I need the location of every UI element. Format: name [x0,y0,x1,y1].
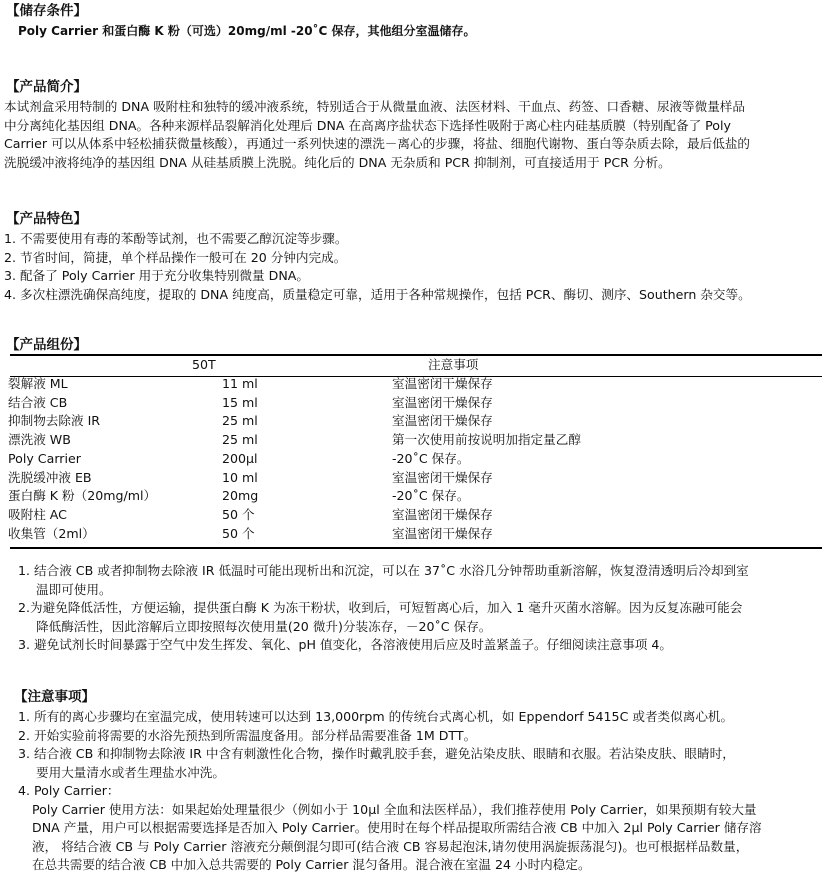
caution-item: 液， 将结合液 CB 与 Poly Carrier 溶液充分颠倒混匀即可(结合液 CB 容易起泡沫,请勿使用涡旋振荡混匀)。也可根据样品数量， [32,838,749,854]
component-name: 漂洗液 WB [8,432,71,448]
caution-item: 4. Poly Carrier： [18,783,120,798]
feature-item: 3. 配备了 Poly Carrier 用于充分收集特别微量 DNA。 [4,268,309,283]
storage-note: 降低酶活性，因此溶解后立即按照每次使用量(20 微升)分装冻存，－20˚C 保存。 [36,618,492,634]
component-note: 室温密闭干燥保存 [392,525,493,541]
table-bottom-rule [10,547,822,549]
features-list [4,230,826,304]
component-amount: 200μl [222,450,258,466]
cautions-list [18,708,826,875]
component-amount: 20mg [222,488,259,504]
components-notes-list [18,562,826,655]
intro-line: 本试剂盒采用特制的 DNA 吸附柱和独特的缓冲液系统，特别适合于从微量血液、法医材料、干血点、药签、口香糖、尿液等微量样品 [4,99,745,114]
components-amounts [222,375,258,543]
caution-item: DNA 产量，用户可以根据需要选择是否加入 Poly Carrier。使用时在每个样品提取所需结合液 CB 中加入 2μl Poly Carrier 储存溶 [32,820,762,835]
component-note: 室温密闭干燥保存 [392,506,493,522]
component-amount: 50 个 [222,525,255,541]
components-notes [392,375,581,543]
component-note: 室温密闭干燥保存 [392,413,493,429]
storage-content: Poly Carrier 和蛋白酶 K 粉（可选）20mg/ml -20˚C 保存，其他组分室温储存。 [18,24,476,38]
feature-item: 4. 多次柱漂洗确保高纯度，提取的 DNA 纯度高，质量稳定可靠，适用于各种常规操作，包括 PCR、酶切、测序、Southern 杂交等。 [4,286,751,302]
component-name: 抑制物去除液 IR [8,413,101,429]
component-note: 室温密闭干燥保存 [392,376,493,391]
component-name: 裂解液 ML [8,376,68,391]
component-amount: 15 ml [222,394,258,410]
caution-item: 1. 所有的离心步骤均在室温完成，使用转速可以达到 13,000rpm 的传统台式离心机，如 Eppendorf 5415C 或者类似离心机。 [18,709,734,724]
storage-note: 温即可使用。 [36,581,112,597]
component-name: 吸附柱 AC [8,506,67,522]
caution-item: 3. 结合液 CB 和抑制物去除液 IR 中含有刺激性化合物，操作时戴乳胶手套，避免沾染皮肤、眼睛和衣服。若沾染皮肤、眼睛时， [18,746,735,761]
components-names [8,375,156,543]
intro-line: 洗脱缓冲液将纯净的基因组 DNA 从硅基质膜上洗脱。纯化后的 DNA 无杂质和 PCR 抑制剂，可直接适用于 PCR 分析。 [4,154,671,170]
caution-item: 要用大量清水或者生理盐水冲洗。 [36,764,225,780]
component-name: 收集管（2ml） [8,525,95,541]
component-amount: 50 个 [222,506,255,522]
component-note: 室温密闭干燥保存 [392,469,493,485]
features-title: 【产品特色】 [6,211,87,227]
caution-item: 2. 开始实验前将需要的水浴先预热到所需温度备用。部分样品需要准备 1M DTT。 [18,727,477,743]
components-title: 【产品组份】 [6,337,87,353]
component-note: -20˚C 保存。 [392,488,470,504]
component-amount: 10 ml [222,469,258,485]
feature-item: 2. 节省时间，简捷，单个样品操作一般可在 20 分钟内完成。 [4,249,347,265]
component-note: 第一次使用前按说明加指定量乙醇 [392,432,581,448]
storage-note: 3. 避免试剂长时间暴露于空气中发生挥发、氧化、pH 值变化，各溶液使用后应及时盖紧盖子。仔细阅读注意事项 4。 [18,637,673,652]
intro-line: 中分离纯化基因组 DNA。各种来源样品裂解消化处理后 DNA 在高离序盐状态下选择性吸附于离心柱内硅基质膜（特别配备了 Poly [4,117,731,133]
storage-title: 【储存条件】 [6,3,87,19]
component-amount: 11 ml [222,376,258,391]
component-amount: 25 ml [222,432,258,448]
component-note: 室温密闭干燥保存 [392,394,493,410]
intro-line: Carrier 可以从体系中轻松捕获微量核酸），再通过一系列快速的漂洗－离心的步骤，将盐、细胞代谢物、蛋白等杂质去除，最后低盐的 [4,136,751,151]
storage-note: 2.为避免降低活性，方便运输，提供蛋白酶 K 为冻干粉状，收到后，可短暂离心后，加入 1 毫升灭菌水溶解。因为反复冻融可能会 [18,600,743,615]
component-name: 蛋白酶 K 粉（20mg/ml） [8,488,157,504]
feature-item: 1. 不需要使用有毒的苯酚等试剂，也不需要乙醇沉淀等步骤。 [4,231,348,246]
component-name: Poly Carrier [8,450,81,466]
header-notes: 注意事项 [428,357,479,372]
component-name: 洗脱缓冲液 EB [8,469,92,485]
storage-note: 1. 结合液 CB 或者抑制物去除液 IR 低温时可能出现析出和沉淀，可以在 37˚C 水浴几分钟帮助重新溶解，恢复澄清透明后冷却到室 [18,563,749,578]
header-size: 50T [192,357,216,372]
table-top-rule [10,354,822,356]
caution-item: 在总共需要的结合液 CB 中加入总共需要的 Poly Carrier 混匀备用。混合液在室温 24 小时内稳定。 [32,857,591,872]
component-amount: 25 ml [222,413,258,429]
caution-item: Poly Carrier 使用方法：如果起始处理量很少（例如小于 10μl 全血和法医样品），我们推荐使用 Poly Carrier，如果预期有较大量 [32,801,757,817]
component-name: 结合液 CB [8,394,68,410]
cautions-title: 【注意事项】 [14,689,95,705]
intro-title: 【产品简介】 [6,79,87,95]
intro-paragraph [4,98,826,172]
component-note: -20˚C 保存。 [392,450,470,466]
